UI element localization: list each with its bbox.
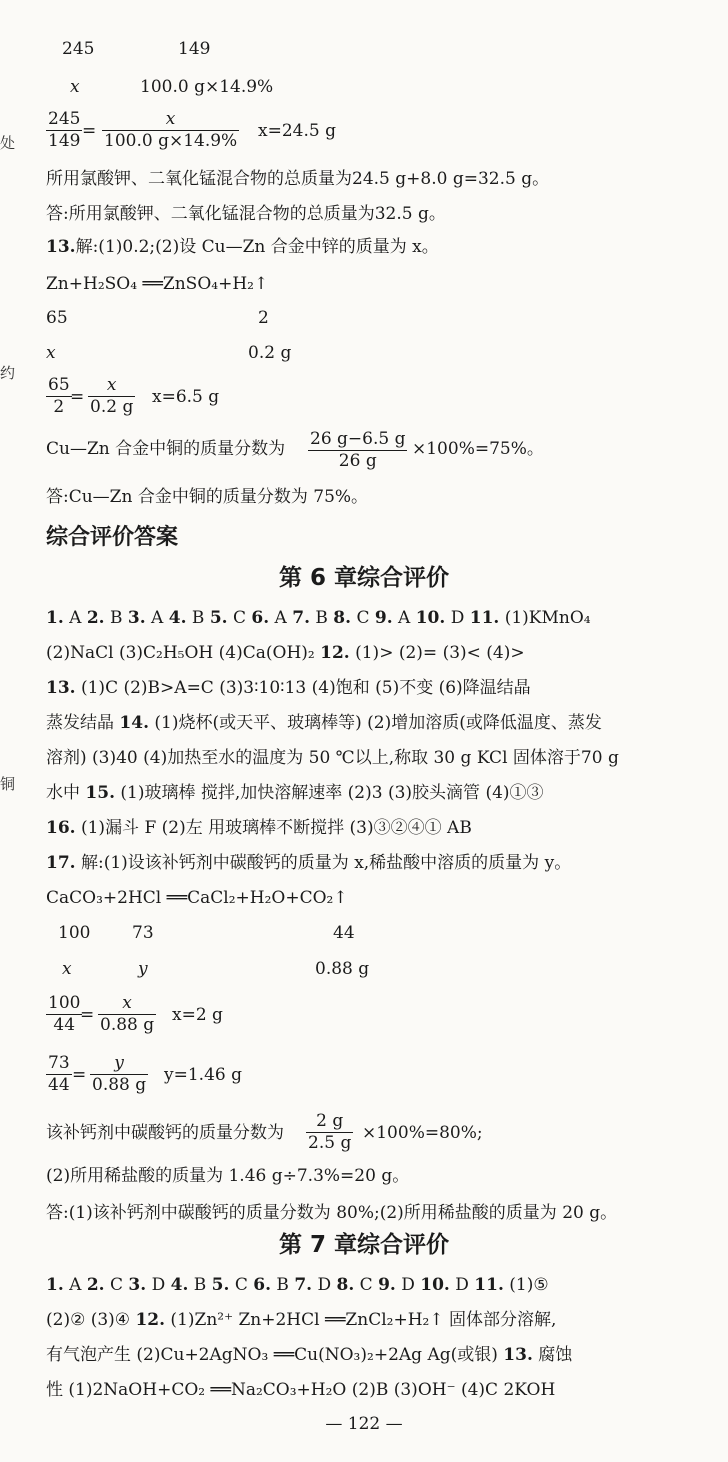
- percent-result: ×100%=80%;: [362, 1123, 483, 1143]
- answer-line: (2)② (3)④ 12. (1)Zn²⁺ Zn+2HCl ══ZnCl₂+H₂↑ 固体部分溶解,: [46, 1310, 557, 1330]
- margin-mark: 铜: [0, 775, 16, 793]
- calc-row-value: 65: [46, 308, 68, 328]
- answer-line: 有气泡产生 (2)Cu+2AgNO₃ ══Cu(NO₃)₂+2Ag Ag(或银) 13. 腐蚀: [46, 1345, 573, 1365]
- percent-result: ×100%=75%。: [412, 439, 544, 459]
- calc-row-variable: y: [138, 959, 148, 979]
- calc-row-variable: x: [62, 959, 72, 979]
- calc-result: y=1.46 g: [164, 1065, 242, 1085]
- margin-mark: 约: [0, 364, 16, 382]
- calc-row-value: 0.2 g: [248, 343, 292, 363]
- answer-line: 蒸发结晶 14. (1)烧杯(或天平、玻璃棒等) (2)增加溶质(或降低温度、蒸发: [46, 713, 602, 733]
- page-number: — 122 —: [325, 1414, 403, 1434]
- answer-line: 1. A 2. C 3. D 4. B 5. C 6. B 7. D 8. C 9. D 10. D 11. (1)⑤: [46, 1275, 549, 1295]
- calc-row-value: 0.88 g: [315, 959, 370, 979]
- calc-row-value: 44: [333, 923, 355, 943]
- answer-line: (2)NaCl (3)C₂H₅OH (4)Ca(OH)₂ 12. (1)> (2)= (3)< (4)>: [46, 643, 525, 663]
- calc-row-value: 73: [132, 923, 154, 943]
- fraction: $\frac{x}{0.2 g}$: [90, 375, 134, 417]
- answer-line: 性 (1)2NaOH+CO₂ ══Na₂CO₃+H₂O (2)B (3)OH⁻ (4)C 2KOH: [46, 1380, 556, 1400]
- answer-line: 1. A 2. B 3. A 4. B 5. C 6. A 7. B 8. C 9. A 10. D 11. (1)KMnO₄: [46, 608, 591, 628]
- chapter-6-title: 第 6 章综合评价: [278, 565, 450, 591]
- calc-row-value: 100: [58, 923, 91, 943]
- answer-line: 答:(1)该补钙剂中碳酸钙的质量分数为 80%;(2)所用稀盐酸的质量为 20 g。: [46, 1203, 618, 1223]
- chemical-equation: Zn+H₂SO₄ ══ZnSO₄+H₂↑: [46, 274, 269, 294]
- fraction: $\frac{x}{0.88 g}$: [100, 993, 155, 1035]
- calc-result: x=6.5 g: [152, 387, 220, 407]
- calc-row-value: 100.0 g×14.9%: [140, 77, 274, 97]
- chapter-7-title: 第 7 章综合评价: [278, 1232, 450, 1258]
- calc-row-value: 245: [62, 39, 95, 59]
- answer-line: (2)所用稀盐酸的质量为 1.46 g÷7.3%=20 g。: [46, 1166, 410, 1186]
- question-13: 13.解:(1)0.2;(2)设 Cu—Zn 合金中锌的质量为 x。: [46, 237, 439, 257]
- fraction: $\frac{26 g-6.5 g}{26 g}$: [310, 429, 406, 471]
- fraction: $\frac{245}{149}$: [48, 109, 81, 151]
- fraction: $\frac{65}{2}$: [48, 375, 70, 417]
- fraction: $\frac{100}{44}$: [48, 993, 81, 1035]
- answer-line: 水中 15. (1)玻璃棒 搅拌,加快溶解速率 (2)3 (3)胶头滴管 (4)①③: [46, 783, 544, 803]
- equals-sign: =: [70, 387, 85, 407]
- calc-row-variable: x: [70, 77, 80, 97]
- fraction: $\frac{73}{44}$: [48, 1053, 70, 1095]
- margin-mark: 处: [0, 134, 16, 152]
- answer-line: 答:Cu—Zn 合金中铜的质量分数为 75%。: [46, 487, 369, 507]
- fraction: $\frac{2 g}{2.5 g}$: [308, 1111, 352, 1153]
- equals-sign: =: [82, 121, 97, 141]
- calc-row-value: 2: [258, 308, 269, 328]
- fraction: $\frac{x}{100.0 g\times 14.9\%}$: [104, 109, 238, 151]
- fraction: $\frac{y}{0.88 g}$: [92, 1053, 147, 1095]
- answer-line: 13. (1)C (2)B>A=C (3)3∶10∶13 (4)饱和 (5)不变 (6)降温结晶: [46, 678, 531, 698]
- calc-result: x=2 g: [172, 1005, 223, 1025]
- equals-sign: =: [80, 1005, 95, 1025]
- calc-result: x=24.5 g: [258, 121, 336, 141]
- answer-line: 16. (1)漏斗 F (2)左 用玻璃棒不断搅拌 (3)③②④① AB: [46, 818, 472, 838]
- total-mass-line: 所用氯酸钾、二氧化锰混合物的总质量为24.5 g+8.0 g=32.5 g。: [46, 169, 550, 189]
- chemical-equation: CaCO₃+2HCl ══CaCl₂+H₂O+CO₂↑: [46, 888, 348, 908]
- percent-line: Cu—Zn 合金中铜的质量分数为: [46, 439, 286, 459]
- section-title: 综合评价答案: [46, 525, 179, 550]
- percent-line: 该补钙剂中碳酸钙的质量分数为: [46, 1123, 284, 1143]
- calc-row-value: 149: [178, 39, 211, 59]
- answer-line: 答:所用氯酸钾、二氧化锰混合物的总质量为32.5 g。: [46, 204, 446, 224]
- equals-sign: =: [72, 1065, 87, 1085]
- answer-line: 溶剂) (3)40 (4)加热至水的温度为 50 ℃以上,称取 30 g KCl 固体溶于70 g: [46, 748, 619, 768]
- calc-row-variable: x: [46, 343, 56, 363]
- answer-line: 17. 解:(1)设该补钙剂中碳酸钙的质量为 x,稀盐酸中溶质的质量为 y。: [46, 853, 572, 873]
